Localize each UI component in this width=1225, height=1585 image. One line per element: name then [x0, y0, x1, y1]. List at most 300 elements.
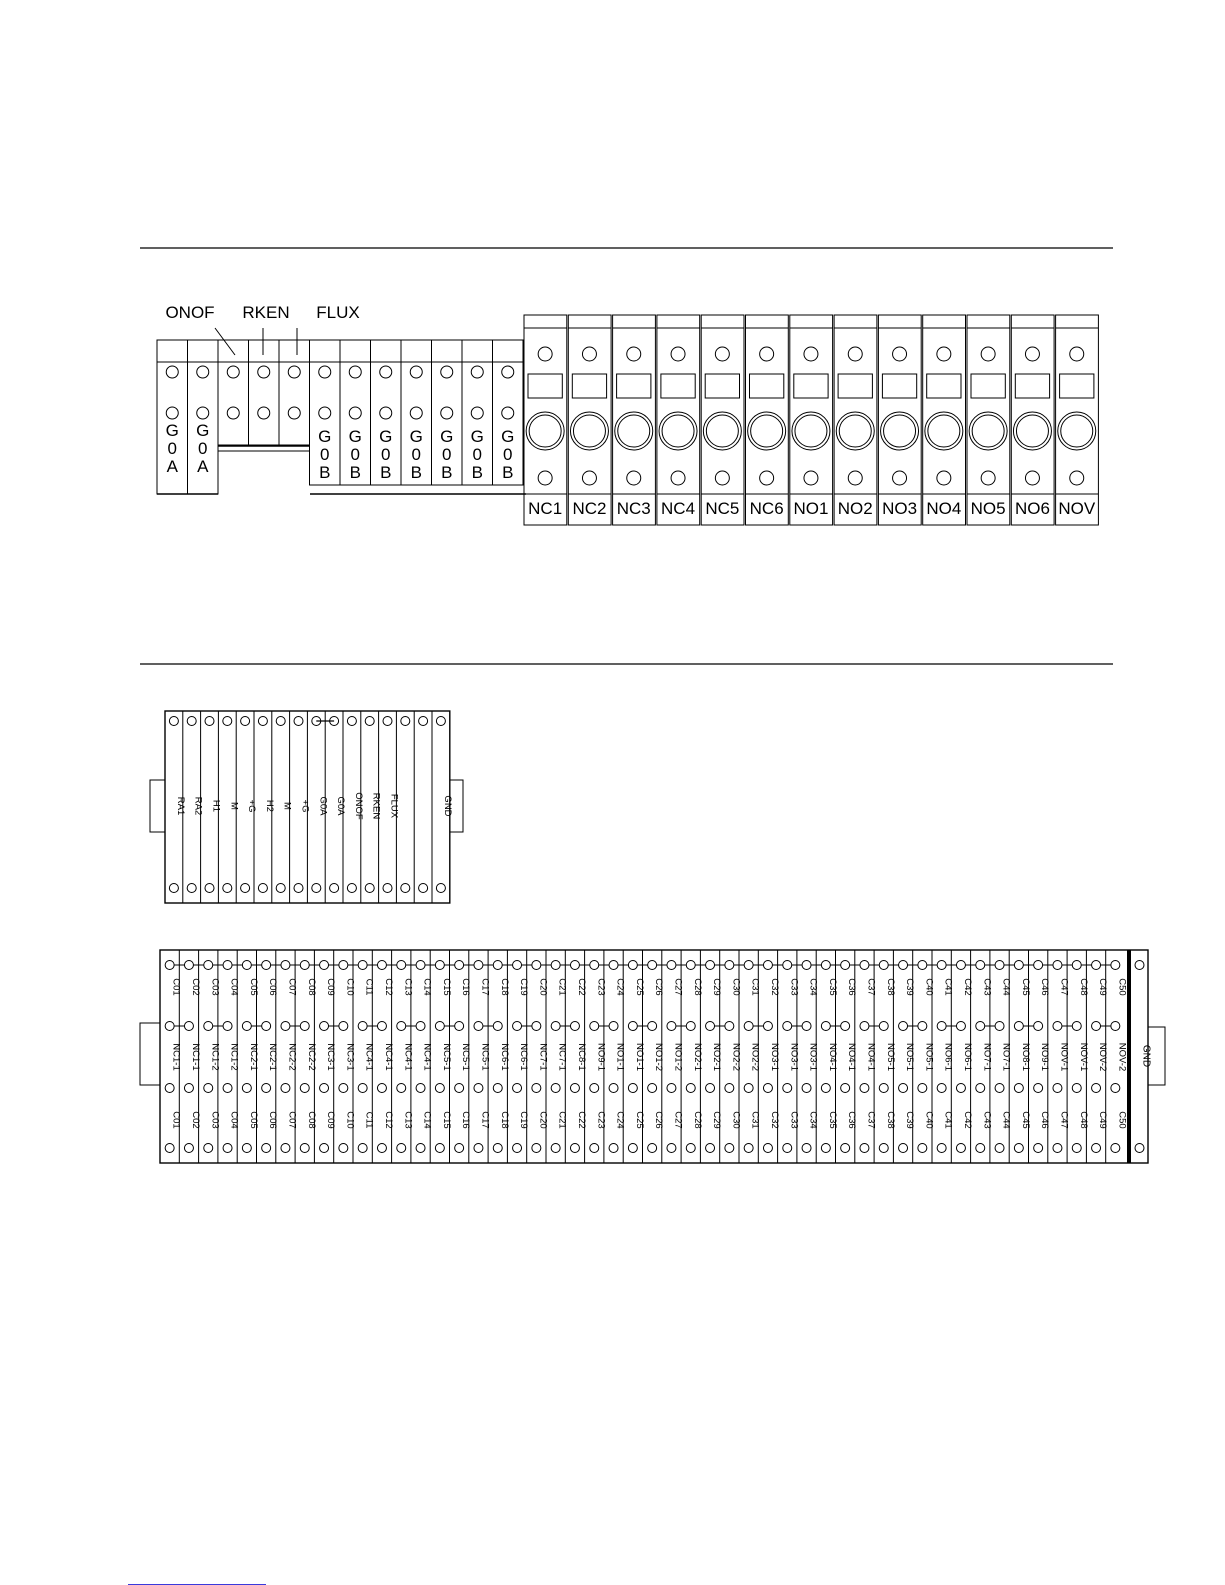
- screw-hole: [995, 961, 1004, 970]
- terminal-label-top: C39: [904, 978, 916, 996]
- screw-hole: [1014, 1144, 1023, 1153]
- screw-hole: [513, 1144, 522, 1153]
- screw-hole: [436, 884, 445, 893]
- screw-hole: [848, 347, 862, 361]
- terminal-label-signal: NC1-2: [228, 1043, 240, 1071]
- relay-knob: [748, 412, 786, 450]
- screw-hole: [532, 961, 541, 970]
- screw-hole: [1111, 1084, 1120, 1093]
- terminal-label-signal: NC4-1: [402, 1043, 414, 1071]
- screw-hole: [223, 1022, 232, 1031]
- terminal-label-signal: NO5-1: [904, 1043, 916, 1071]
- screw-hole: [686, 961, 695, 970]
- middle-terminal-block: [150, 711, 463, 903]
- screw-hole: [667, 1084, 676, 1093]
- screw-hole: [410, 366, 422, 378]
- screw-hole: [339, 961, 348, 970]
- terminal-label-signal: NC2-2: [286, 1043, 298, 1071]
- screw-hole: [706, 1144, 715, 1153]
- screw-hole: [628, 1084, 637, 1093]
- screw-hole: [241, 717, 250, 726]
- screw-hole: [474, 1084, 483, 1093]
- terminal-label-top: C23: [595, 978, 607, 996]
- terminal-label-bottom: C14: [421, 1111, 433, 1129]
- screw-hole: [187, 717, 196, 726]
- terminal-label-bottom: C04: [228, 1111, 240, 1129]
- terminal-label-signal: NOV-1: [1077, 1042, 1089, 1072]
- screw-hole: [169, 717, 178, 726]
- relay-knob-inner: [706, 415, 738, 447]
- screw-hole: [956, 1022, 965, 1031]
- relay-knob-inner: [573, 415, 605, 447]
- screw-hole: [365, 717, 374, 726]
- screw-hole: [1034, 1022, 1043, 1031]
- relay-knob-inner: [1061, 415, 1093, 447]
- screw-hole: [899, 1084, 908, 1093]
- terminal-label-bottom: C35: [826, 1111, 838, 1129]
- screw-hole: [590, 1144, 599, 1153]
- screw-hole: [821, 961, 830, 970]
- screw-hole: [1025, 471, 1039, 485]
- screw-hole: [455, 1022, 464, 1031]
- relay-label: NC4: [661, 499, 696, 518]
- screw-hole: [187, 884, 196, 893]
- screw-hole: [763, 1144, 772, 1153]
- relay-knob: [836, 412, 874, 450]
- screw-hole: [205, 717, 214, 726]
- terminal-label: FLUX: [388, 793, 400, 819]
- screw-hole: [281, 961, 290, 970]
- terminal-label: +G: [299, 799, 311, 813]
- relay-knob: [881, 412, 919, 450]
- terminal-label-top: C17: [479, 978, 491, 996]
- terminal-label-bottom: C41: [942, 1111, 954, 1129]
- screw-hole: [551, 961, 560, 970]
- screw-hole: [416, 1084, 425, 1093]
- screw-hole: [821, 1022, 830, 1031]
- screw-hole: [628, 1022, 637, 1031]
- relay-knob: [659, 412, 697, 450]
- terminal-label-top: C02: [189, 978, 201, 996]
- screw-hole: [197, 366, 209, 378]
- terminal-label-bottom: C30: [730, 1111, 742, 1129]
- screw-hole: [1111, 1022, 1120, 1031]
- screw-hole: [436, 717, 445, 726]
- terminal-label-bottom: C34: [807, 1111, 819, 1129]
- screw-hole: [166, 366, 178, 378]
- screw-hole: [165, 1084, 174, 1093]
- screw-hole: [538, 471, 552, 485]
- terminal-label-signal: NOV-2: [1116, 1042, 1128, 1072]
- screw-hole: [320, 961, 329, 970]
- screw-hole: [300, 961, 309, 970]
- terminal-label-signal: NO7-1: [1000, 1043, 1012, 1071]
- screw-hole: [1092, 1144, 1101, 1153]
- terminal-label-signal: NC5-1: [440, 1043, 452, 1071]
- screw-hole: [380, 366, 392, 378]
- screw-hole: [937, 471, 951, 485]
- screw-hole: [288, 366, 300, 378]
- terminal-label-signal: NO4-1: [846, 1043, 858, 1071]
- screw-hole: [401, 717, 410, 726]
- terminal-label-bottom: C33: [788, 1111, 800, 1129]
- screw-hole: [377, 961, 386, 970]
- screw-hole: [648, 961, 657, 970]
- screw-hole: [1053, 1144, 1062, 1153]
- terminal-label-top: C43: [981, 978, 993, 996]
- terminal-label-top: C15: [440, 978, 452, 996]
- screw-hole: [976, 1022, 985, 1031]
- terminal-label-bottom: C50: [1116, 1111, 1128, 1129]
- screw-hole: [802, 1022, 811, 1031]
- terminal-label-bottom: C47: [1058, 1111, 1070, 1129]
- screw-hole: [1034, 1144, 1043, 1153]
- screw-hole: [532, 1144, 541, 1153]
- screw-hole: [358, 1022, 367, 1031]
- terminal-label-signal: NC4-1: [421, 1043, 433, 1071]
- terminal-label-top: C48: [1077, 978, 1089, 996]
- callout-label: ONOF: [165, 303, 215, 322]
- screw-hole: [686, 1022, 695, 1031]
- terminal-label-bottom: C32: [768, 1111, 780, 1129]
- screw-hole: [860, 1022, 869, 1031]
- screw-hole: [860, 1144, 869, 1153]
- terminal-label-top: C41: [942, 978, 954, 996]
- relay-knob: [526, 412, 564, 450]
- screw-hole: [706, 961, 715, 970]
- screw-hole: [223, 1084, 232, 1093]
- screw-hole: [383, 884, 392, 893]
- screw-hole: [609, 1084, 618, 1093]
- terminal-letter: G: [470, 427, 484, 446]
- terminal-label-top: C47: [1058, 978, 1070, 996]
- terminal-label: M: [281, 802, 293, 810]
- terminal-label-top: C12: [382, 978, 394, 996]
- relay-knob: [703, 412, 741, 450]
- relay-label: NOV: [1058, 499, 1096, 518]
- screw-hole: [227, 366, 239, 378]
- screw-hole: [1072, 1144, 1081, 1153]
- screw-hole: [804, 347, 818, 361]
- screw-hole: [821, 1144, 830, 1153]
- terminal-label-signal: NC8-1: [575, 1043, 587, 1071]
- screw-hole: [1072, 1022, 1081, 1031]
- terminal-label-top: C03: [209, 978, 221, 996]
- callout-label: FLUX: [316, 303, 360, 322]
- screw-hole: [1135, 961, 1144, 970]
- screw-hole: [802, 961, 811, 970]
- terminal-label-bottom: C10: [344, 1111, 356, 1129]
- relay-knob: [1058, 412, 1096, 450]
- screw-hole: [513, 961, 522, 970]
- relay-label-window: [705, 374, 739, 398]
- screw-hole: [609, 961, 618, 970]
- relay-label: NC5: [705, 499, 740, 518]
- screw-hole: [262, 1084, 271, 1093]
- screw-hole: [725, 1084, 734, 1093]
- screw-hole: [686, 1144, 695, 1153]
- screw-hole: [441, 407, 453, 419]
- screw-hole: [686, 1084, 695, 1093]
- terminal-label-signal: NO5-1: [884, 1043, 896, 1071]
- terminal-label-bottom: C01: [170, 1111, 182, 1129]
- terminal-label-top: C42: [961, 978, 973, 996]
- screw-hole: [841, 961, 850, 970]
- screw-hole: [300, 1022, 309, 1031]
- screw-hole: [339, 1084, 348, 1093]
- terminal-label-bottom: C13: [402, 1111, 414, 1129]
- terminal-label-bottom: C24: [614, 1111, 626, 1129]
- terminal-label-top: C13: [402, 978, 414, 996]
- terminal-label-top: C31: [749, 978, 761, 996]
- screw-hole: [648, 1084, 657, 1093]
- screw-hole: [760, 347, 774, 361]
- terminal-label-bottom: C31: [749, 1111, 761, 1129]
- terminal-label-signal: NC6-1: [518, 1043, 530, 1071]
- screw-hole: [937, 961, 946, 970]
- relay-knob-inner: [751, 415, 783, 447]
- terminal-label-top: C45: [1019, 978, 1031, 996]
- screw-hole: [397, 1022, 406, 1031]
- screw-hole: [860, 1084, 869, 1093]
- screw-hole: [744, 1144, 753, 1153]
- screw-hole: [347, 717, 356, 726]
- screw-hole: [821, 1084, 830, 1093]
- terminal-letter: G: [501, 427, 515, 446]
- terminal-letter: A: [197, 457, 209, 476]
- screw-hole: [802, 1084, 811, 1093]
- screw-hole: [242, 1084, 251, 1093]
- relay-label-window: [794, 374, 828, 398]
- screw-hole: [667, 961, 676, 970]
- screw-hole: [1135, 1144, 1144, 1153]
- screw-hole: [1034, 1084, 1043, 1093]
- terminal-label-top: C40: [923, 978, 935, 996]
- terminal-letter: G: [196, 421, 210, 440]
- screw-hole: [435, 1144, 444, 1153]
- screw-hole: [223, 1144, 232, 1153]
- screw-hole: [262, 961, 271, 970]
- terminal-label-signal: NO6-1: [942, 1043, 954, 1071]
- screw-hole: [169, 884, 178, 893]
- screw-hole: [532, 1022, 541, 1031]
- screw-hole: [1014, 1022, 1023, 1031]
- screw-hole: [879, 961, 888, 970]
- screw-hole: [744, 1084, 753, 1093]
- screw-hole: [627, 471, 641, 485]
- screw-hole: [258, 717, 267, 726]
- relay-label-window: [572, 374, 606, 398]
- screw-hole: [763, 1084, 772, 1093]
- terminal-label-top: C19: [518, 978, 530, 996]
- screw-hole: [976, 1144, 985, 1153]
- screw-hole: [455, 1144, 464, 1153]
- terminal-label-top: C26: [653, 978, 665, 996]
- terminal-label-signal: NC4-1: [382, 1043, 394, 1071]
- screw-hole: [627, 347, 641, 361]
- terminal-label-signal: NC5-1: [479, 1043, 491, 1071]
- terminal-label-signal: NC1-2: [209, 1043, 221, 1071]
- screw-hole: [725, 1144, 734, 1153]
- screw-hole: [937, 1022, 946, 1031]
- relay-label: NO4: [926, 499, 962, 518]
- relay-label-window: [927, 374, 961, 398]
- screw-hole: [609, 1144, 618, 1153]
- terminal-letter: B: [471, 463, 483, 482]
- screw-hole: [347, 884, 356, 893]
- screw-hole: [841, 1144, 850, 1153]
- terminal-label-signal: NO9-1: [595, 1043, 607, 1071]
- screw-hole: [502, 407, 514, 419]
- screw-hole: [1092, 1022, 1101, 1031]
- terminal-label-top: C37: [865, 978, 877, 996]
- screw-hole: [706, 1022, 715, 1031]
- screw-hole: [281, 1084, 290, 1093]
- screw-hole: [1070, 347, 1084, 361]
- terminal-letter: B: [349, 463, 361, 482]
- relay-label-window: [617, 374, 651, 398]
- terminal-letter: 0: [381, 445, 391, 464]
- relay-knob-inner: [662, 415, 694, 447]
- terminal-label-signal: NOV-1: [1058, 1042, 1070, 1072]
- screw-hole: [956, 961, 965, 970]
- screw-hole: [763, 1022, 772, 1031]
- screw-hole: [397, 1144, 406, 1153]
- screw-hole: [377, 1022, 386, 1031]
- terminal-label-bottom: C43: [981, 1111, 993, 1129]
- screw-hole: [165, 1144, 174, 1153]
- screw-hole: [493, 1084, 502, 1093]
- screw-hole: [377, 1144, 386, 1153]
- terminal-label-signal: NO2-1: [711, 1043, 723, 1071]
- screw-hole: [725, 961, 734, 970]
- terminal-label-top: C27: [672, 978, 684, 996]
- narrow-terminal-module: [249, 340, 280, 445]
- terminal-label-bottom: C27: [672, 1111, 684, 1129]
- relay-knob-inner: [618, 415, 650, 447]
- screw-hole: [276, 884, 285, 893]
- terminal-label-signal: NC2-1: [247, 1043, 259, 1071]
- screw-hole: [804, 471, 818, 485]
- terminal-label-bottom: C36: [846, 1111, 858, 1129]
- terminal-label-signal: NO1-1: [633, 1043, 645, 1071]
- terminal-label-signal: NO9-1: [1039, 1043, 1051, 1071]
- screw-hole: [976, 1084, 985, 1093]
- mounting-tab-left: [150, 780, 165, 832]
- terminal-label-signal: NC3-1: [325, 1043, 337, 1071]
- screw-hole: [1092, 961, 1101, 970]
- terminal-label-bottom: C11: [363, 1111, 375, 1129]
- terminal-letter: B: [502, 463, 514, 482]
- screw-hole: [383, 717, 392, 726]
- terminal-label-signal: NC6-1: [498, 1043, 510, 1071]
- screw-hole: [258, 407, 270, 419]
- screw-hole: [416, 1144, 425, 1153]
- screw-hole: [1053, 1084, 1062, 1093]
- terminal-letter: G: [379, 427, 393, 446]
- terminal-label-top: C05: [247, 978, 259, 996]
- screw-hole: [493, 1022, 502, 1031]
- terminal-label: G0A: [335, 796, 347, 816]
- screw-hole: [513, 1084, 522, 1093]
- terminal-label-top: C38: [884, 978, 896, 996]
- terminal-label-bottom: C02: [189, 1111, 201, 1129]
- screw-hole: [397, 961, 406, 970]
- terminal-label: M: [228, 802, 240, 810]
- screw-hole: [995, 1144, 1004, 1153]
- screw-hole: [242, 961, 251, 970]
- terminal-label-top: C10: [344, 978, 356, 996]
- terminal-label-signal: NO8-1: [1019, 1043, 1031, 1071]
- terminal-label-bottom: C38: [884, 1111, 896, 1129]
- screw-hole: [1111, 961, 1120, 970]
- screw-hole: [667, 1144, 676, 1153]
- screw-hole: [783, 1022, 792, 1031]
- screw-hole: [532, 1084, 541, 1093]
- screw-hole: [937, 347, 951, 361]
- screw-hole: [241, 884, 250, 893]
- terminal-label-signal: NC7-1: [537, 1043, 549, 1071]
- terminal-label-signal: NO3-1: [768, 1043, 780, 1071]
- narrow-terminal-module: [218, 340, 249, 445]
- terminal-label: GND: [441, 795, 453, 817]
- screw-hole: [474, 1144, 483, 1153]
- terminal-label-bottom: C12: [382, 1111, 394, 1129]
- screw-hole: [184, 1022, 193, 1031]
- terminal-label-signal: NO1-2: [653, 1043, 665, 1071]
- screw-hole: [590, 961, 599, 970]
- terminal-label-top: C11: [363, 978, 375, 996]
- screw-hole: [937, 1144, 946, 1153]
- terminal-label: H1: [210, 799, 222, 813]
- screw-hole: [401, 884, 410, 893]
- screw-hole: [582, 347, 596, 361]
- screw-hole: [471, 366, 483, 378]
- screw-hole: [981, 471, 995, 485]
- screw-hole: [744, 1022, 753, 1031]
- screw-hole: [416, 961, 425, 970]
- screw-hole: [879, 1084, 888, 1093]
- relay-knob: [792, 412, 830, 450]
- terminal-label-top: C34: [807, 978, 819, 996]
- screw-hole: [937, 1084, 946, 1093]
- screw-hole: [330, 884, 339, 893]
- terminal-label-signal: NO2-1: [691, 1043, 703, 1071]
- screw-hole: [281, 1144, 290, 1153]
- screw-hole: [841, 1022, 850, 1031]
- terminal-label-top: C22: [575, 978, 587, 996]
- terminal-label-signal: NC5-1: [460, 1043, 472, 1071]
- screw-hole: [918, 1084, 927, 1093]
- terminal-label-top: C24: [614, 978, 626, 996]
- relay-label: NO6: [1014, 499, 1050, 518]
- terminal-label-top: C44: [1000, 978, 1012, 996]
- screw-hole: [1053, 961, 1062, 970]
- screw-hole: [783, 1144, 792, 1153]
- screw-hole: [319, 366, 331, 378]
- screw-hole: [783, 961, 792, 970]
- terminal-label-signal: NO4-1: [865, 1043, 877, 1071]
- terminal-label-signal: NO5-1: [923, 1043, 935, 1071]
- screw-hole: [899, 1144, 908, 1153]
- screw-hole: [262, 1022, 271, 1031]
- terminal-label-bottom: C49: [1097, 1111, 1109, 1129]
- screw-hole: [204, 1144, 213, 1153]
- relay-knob: [615, 412, 653, 450]
- screw-hole: [320, 1144, 329, 1153]
- terminal-label-bottom: C22: [575, 1111, 587, 1129]
- relay-knob-inner: [529, 415, 561, 447]
